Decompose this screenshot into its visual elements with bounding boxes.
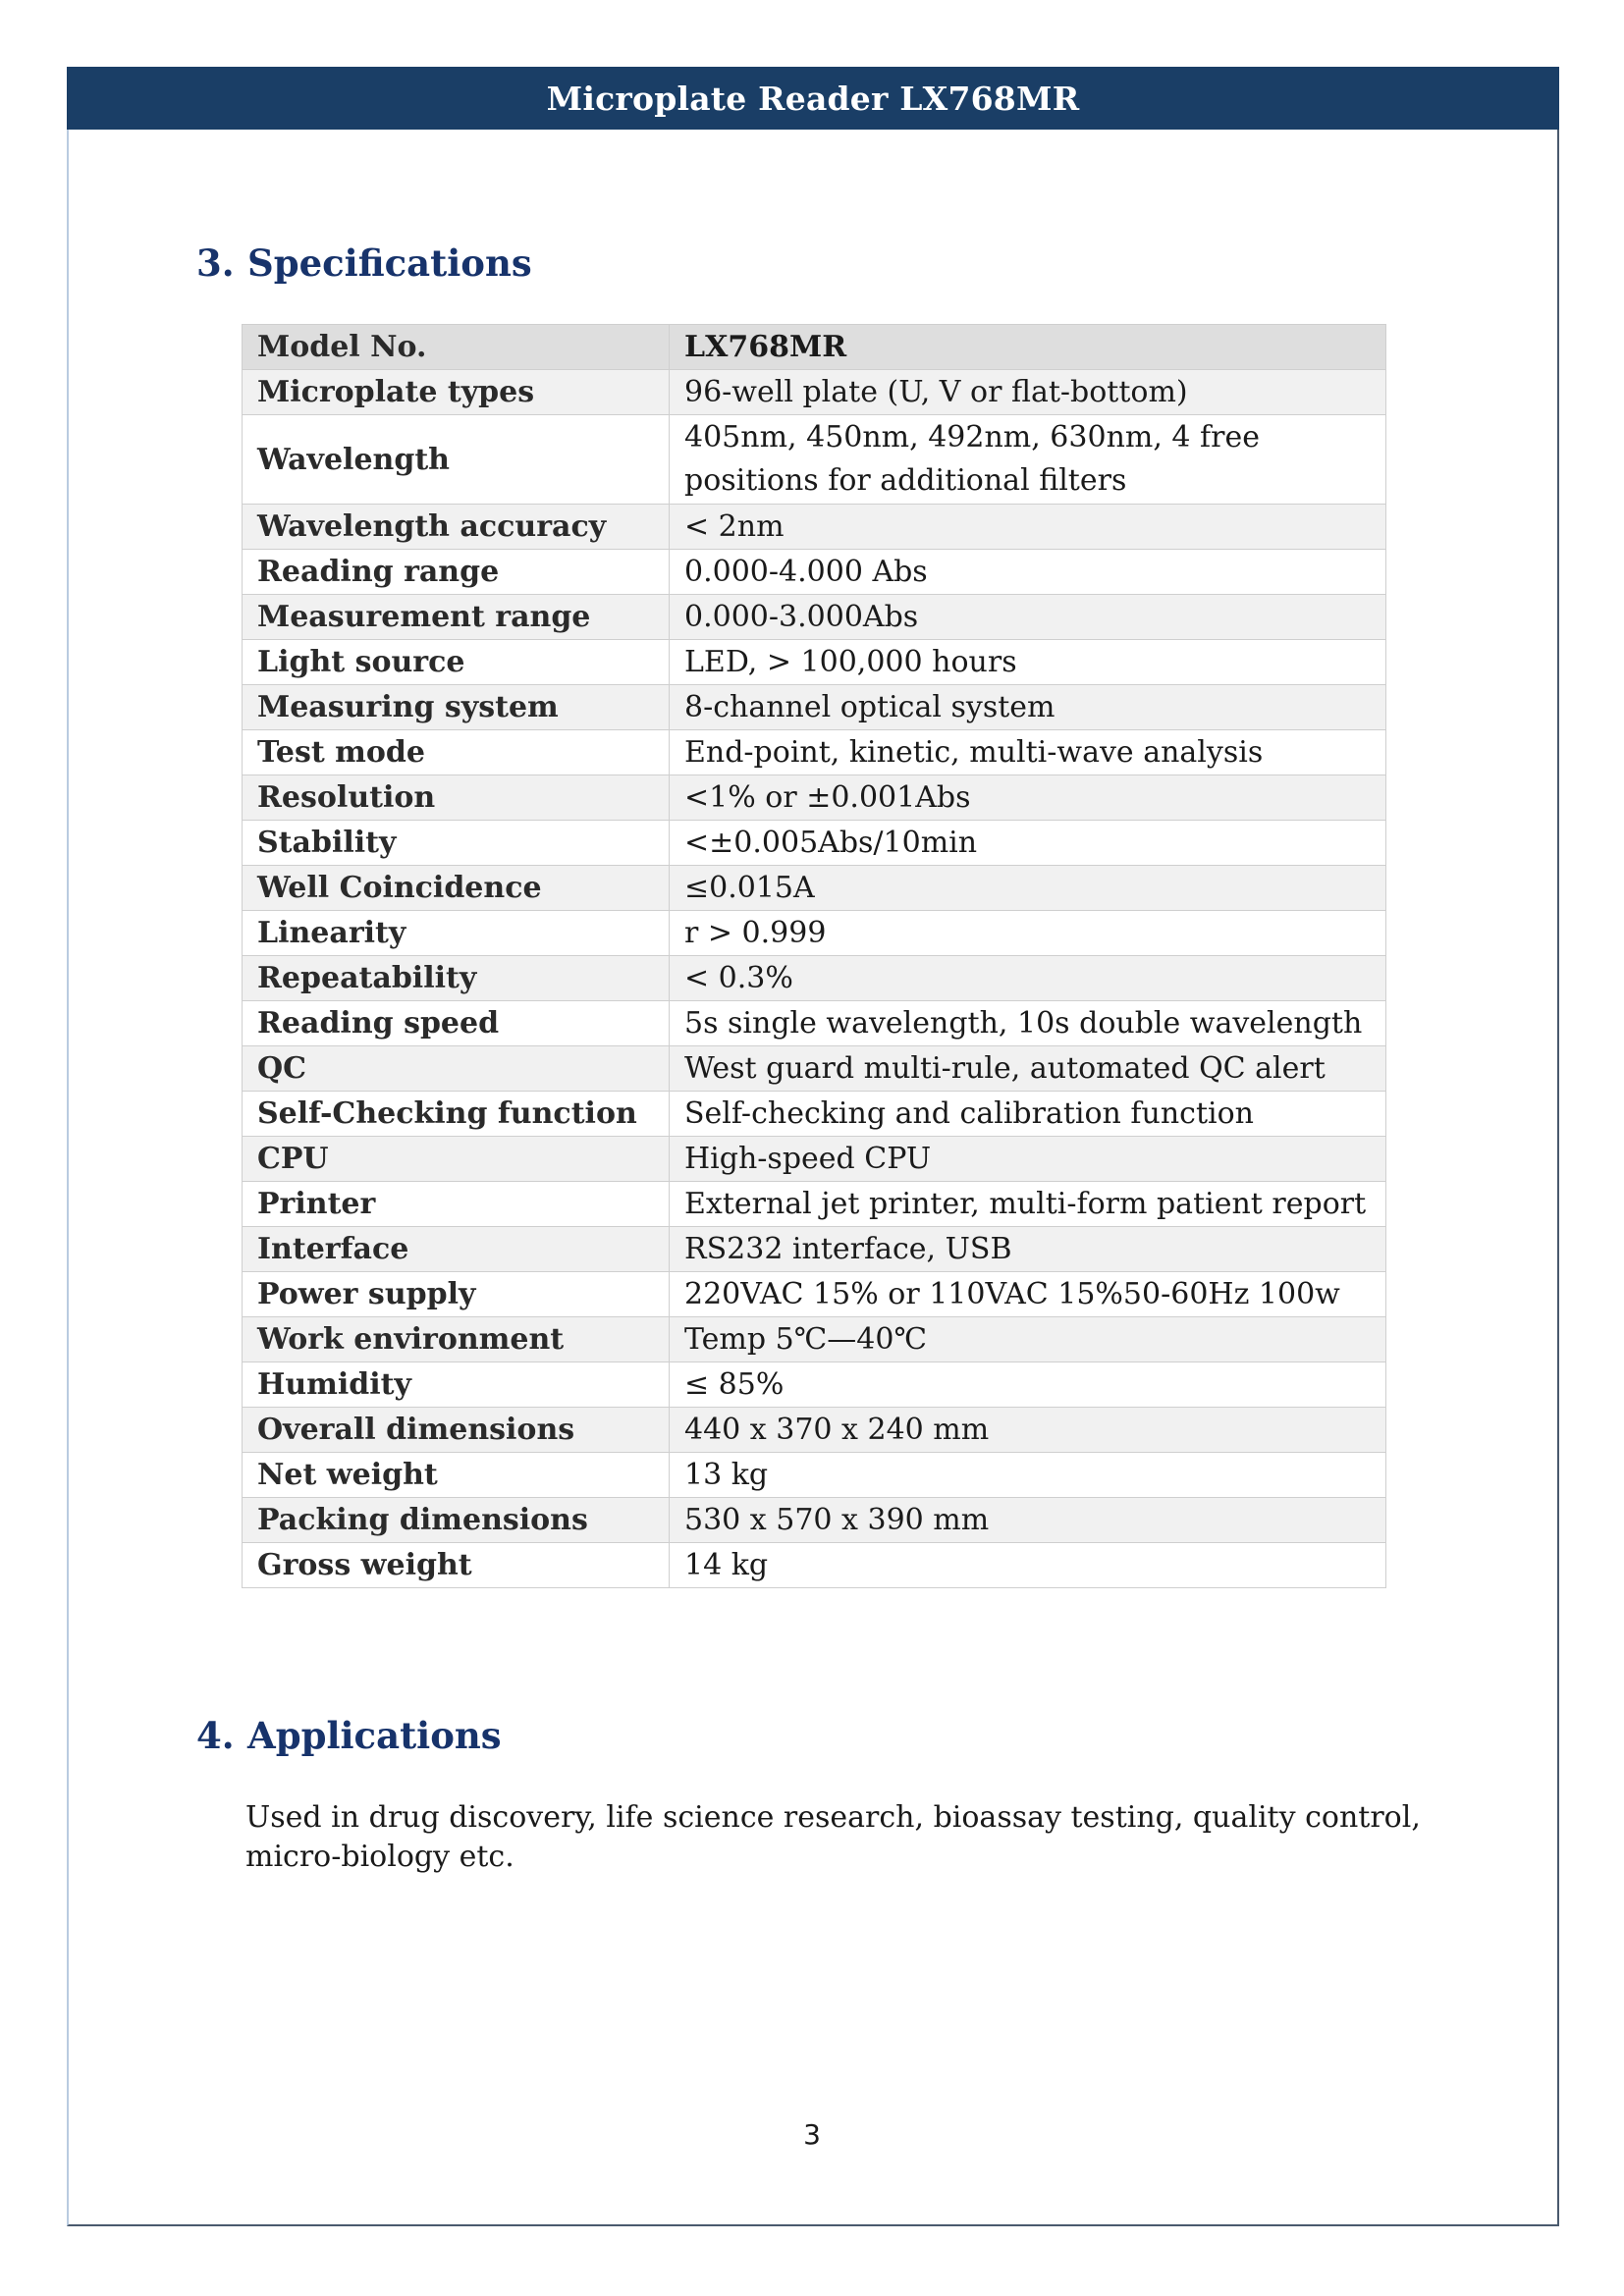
table-row <box>243 1182 1386 1227</box>
spec-value: ≤ 85% <box>670 1362 1386 1408</box>
spec-value: 0.000-4.000 Abs <box>670 550 1386 595</box>
table-row <box>243 1227 1386 1272</box>
specifications-heading <box>196 241 532 285</box>
spec-value: Temp 5℃—40℃ <box>670 1317 1386 1362</box>
table-row <box>243 956 1386 1001</box>
table-row <box>243 1137 1386 1182</box>
table-row <box>243 1001 1386 1046</box>
spec-label: Test mode <box>243 730 670 775</box>
spec-label: CPU <box>243 1137 670 1182</box>
applications-text: Used in drug discovery, life science research, bioassay testing, quality control, micro-biology etc. <box>245 1800 1421 1874</box>
spec-label: Light source <box>243 640 670 685</box>
table-row <box>243 415 1386 505</box>
table-row <box>243 1498 1386 1543</box>
spec-label: Net weight <box>243 1453 670 1498</box>
spec-value: High-speed CPU <box>670 1137 1386 1182</box>
spec-label: Work environment <box>243 1317 670 1362</box>
spec-label: Packing dimensions <box>243 1498 670 1543</box>
spec-value: 13 kg <box>670 1453 1386 1498</box>
table-row <box>243 1317 1386 1362</box>
table-row <box>243 685 1386 730</box>
applications-heading <box>196 1714 502 1757</box>
spec-value: External jet printer, multi-form patient report <box>670 1182 1386 1227</box>
spec-label: Overall dimensions <box>243 1408 670 1453</box>
spec-value: 440 x 370 x 240 mm <box>670 1408 1386 1453</box>
spec-label: Measuring system <box>243 685 670 730</box>
table-row <box>243 775 1386 821</box>
spec-value: West guard multi-rule, automated QC alert <box>670 1046 1386 1092</box>
spec-label: Stability <box>243 821 670 866</box>
table-row <box>243 1092 1386 1137</box>
spec-label: Microplate types <box>243 370 670 415</box>
spec-label: QC <box>243 1046 670 1092</box>
spec-value: RS232 interface, USB <box>670 1227 1386 1272</box>
spec-label: Interface <box>243 1227 670 1272</box>
table-row <box>243 1453 1386 1498</box>
table-row <box>243 866 1386 911</box>
spec-value: < 0.3% <box>670 956 1386 1001</box>
spec-value: 5s single wavelength, 10s double wavelength <box>670 1001 1386 1046</box>
table-row <box>243 1272 1386 1317</box>
table-row <box>243 1046 1386 1092</box>
spec-label: Repeatability <box>243 956 670 1001</box>
spec-value: < 2nm <box>670 505 1386 550</box>
section-title: Applications <box>247 1714 502 1757</box>
spec-value: ≤0.015A <box>670 866 1386 911</box>
table-row <box>243 821 1386 866</box>
spec-value: 8-channel optical system <box>670 685 1386 730</box>
spec-value: 14 kg <box>670 1543 1386 1588</box>
spec-label: Reading range <box>243 550 670 595</box>
table-row <box>243 595 1386 640</box>
table-row <box>243 730 1386 775</box>
table-row <box>243 505 1386 550</box>
spec-value: <±0.005Abs/10min <box>670 821 1386 866</box>
table-row <box>243 370 1386 415</box>
section-number: 3. <box>196 241 235 285</box>
table-row <box>243 325 1386 370</box>
spec-label: Linearity <box>243 911 670 956</box>
header-band <box>67 67 1559 130</box>
section-title: Specifications <box>247 241 532 285</box>
page-number: 3 <box>803 2118 821 2151</box>
spec-label: Self-Checking function <box>243 1092 670 1137</box>
spec-value: <1% or ±0.001Abs <box>670 775 1386 821</box>
spec-value: End-point, kinetic, multi-wave analysis <box>670 730 1386 775</box>
spec-label: Wavelength <box>243 415 670 505</box>
table-row <box>243 550 1386 595</box>
spec-label: Resolution <box>243 775 670 821</box>
spec-value: 220VAC 15% or 110VAC 15%50-60Hz 100w <box>670 1272 1386 1317</box>
spec-value: LX768MR <box>670 325 1386 370</box>
spec-label: Measurement range <box>243 595 670 640</box>
spec-value: Self-checking and calibration function <box>670 1092 1386 1137</box>
spec-label: Printer <box>243 1182 670 1227</box>
spec-label: Well Coincidence <box>243 866 670 911</box>
table-row <box>243 1362 1386 1408</box>
spec-value: 96-well plate (U, V or flat-bottom) <box>670 370 1386 415</box>
spec-label: Model No. <box>243 325 670 370</box>
section-number: 4. <box>196 1714 235 1757</box>
spec-value: 530 x 570 x 390 mm <box>670 1498 1386 1543</box>
table-row <box>243 1408 1386 1453</box>
table-row <box>243 1543 1386 1588</box>
document-title: Microplate Reader LX768MR <box>546 79 1080 118</box>
spec-label: Gross weight <box>243 1543 670 1588</box>
spec-label: Wavelength accuracy <box>243 505 670 550</box>
spec-value: 405nm, 450nm, 492nm, 630nm, 4 free positions for additional filters <box>670 415 1386 505</box>
table-row <box>243 911 1386 956</box>
specifications-table <box>242 324 1386 1588</box>
spec-value: 0.000-3.000Abs <box>670 595 1386 640</box>
spec-label: Reading speed <box>243 1001 670 1046</box>
table-row <box>243 640 1386 685</box>
spec-value: r > 0.999 <box>670 911 1386 956</box>
spec-label: Humidity <box>243 1362 670 1408</box>
spec-value: LED, > 100,000 hours <box>670 640 1386 685</box>
spec-label: Power supply <box>243 1272 670 1317</box>
